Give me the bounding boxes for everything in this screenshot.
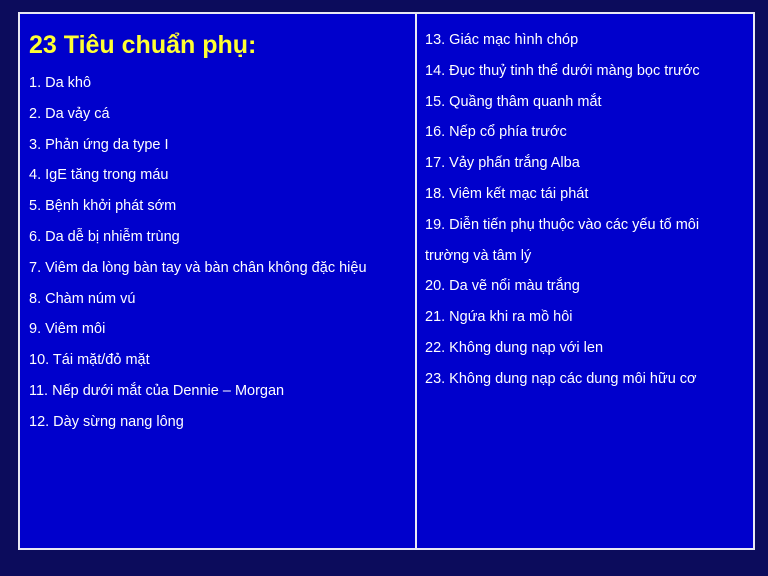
criterion-item: 10. Tái mặt/đỏ mặt [29,352,150,369]
criterion-item: 6. Da dễ bị nhiễm trùng [29,228,180,245]
criterion-item: 23. Không dung nạp các dung môi hữu cơ [425,370,697,387]
criterion-item: 13. Giác mạc hình chóp [425,32,579,48]
criterion-item: 7. Viêm da lòng bàn tay và bàn chân không đặc hiệu [29,259,367,276]
criterion-item: 5. Bệnh khởi phát sớm [29,198,177,215]
criterion-item: 22. Không dung nạp với len [425,339,604,356]
criterion-item: 14. Đục thuỷ tinh thể dưới màng bọc trước [425,62,700,79]
criterion-item: 9. Viêm môi [29,321,106,338]
left-column [20,14,417,548]
right-column [417,14,753,548]
criterion-item: 4. IgE tăng trong máu [29,167,169,184]
criterion-item: 11. Nếp dưới mắt của Dennie – Morgan [29,382,285,399]
criterion-item: 19. Diễn tiến phụ thuộc vào các yếu tố môi trường và tâm lý [425,216,700,264]
left-criteria-list [29,68,415,438]
criterion-item: 17. Vảy phấn trắng Alba [425,155,580,172]
criterion-item: 2. Da vảy cá [29,105,110,122]
criterion-item: 20. Da vẽ nổi màu trắng [425,278,580,295]
criterion-item: 16. Nếp cổ phía trước [425,124,567,141]
right-criteria-list [425,25,753,395]
criterion-item: 1. Da khô [29,75,92,91]
criterion-item: 18. Viêm kết mạc tái phát [425,185,589,202]
criterion-item: 15. Quầng thâm quanh mắt [425,93,602,110]
criteria-table [18,12,755,550]
criterion-item: 12. Dày sừng nang lông [29,413,184,430]
criterion-item: 8. Chàm núm vú [29,290,136,307]
criterion-item: 3. Phản ứng da type I [29,136,169,153]
criterion-item: 21. Ngứa khi ra mồ hôi [425,309,573,326]
slide-title: 23 Tiêu chuẩn phụ: [29,31,257,59]
